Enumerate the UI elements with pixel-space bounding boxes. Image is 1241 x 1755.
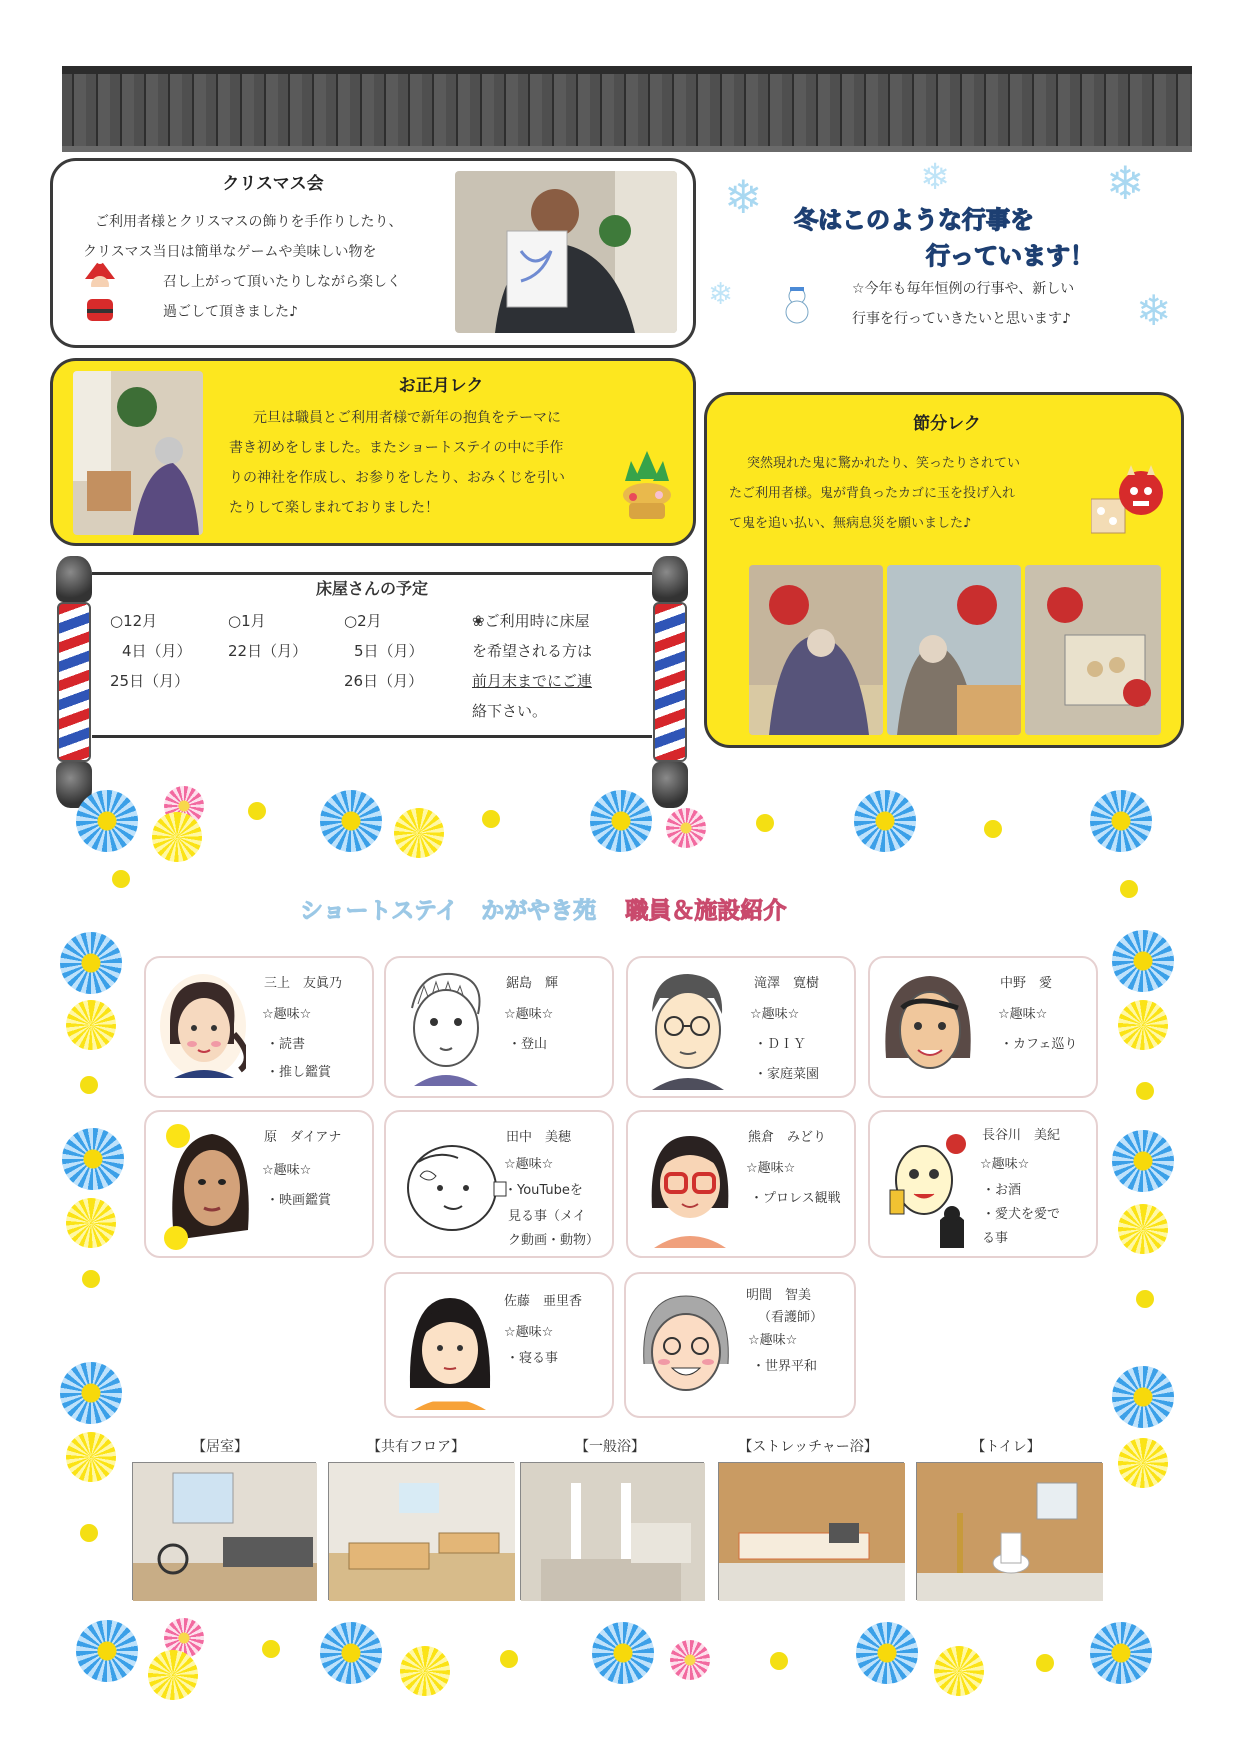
barber-col1: ○12月: [110, 612, 158, 630]
flower-yellow: [66, 1432, 116, 1482]
staff-name: 熊倉 みどり: [748, 1130, 827, 1145]
snowflake-icon: ❄: [708, 277, 734, 312]
dot: [80, 1076, 98, 1094]
barber-col1: 25日（月）: [110, 672, 190, 690]
barber-col3: 26日（月）: [344, 672, 424, 690]
room-photo-stretcher-bath: [718, 1462, 904, 1600]
staff-portrait: [158, 1120, 258, 1252]
christmas-photo: [455, 171, 677, 333]
setsubun-line: たご利用者様。鬼が背負ったカゴに玉を投げ入れ: [729, 486, 1016, 501]
flower-pink: [666, 808, 706, 848]
flower-yellow: [66, 1198, 116, 1248]
room-label: 【ストレッチャー浴】: [738, 1439, 878, 1455]
staff-name: 田中 美穂: [506, 1130, 572, 1145]
flower-yellow: [152, 812, 202, 862]
flower-yellow: [1118, 1000, 1168, 1050]
dot: [112, 870, 130, 888]
flower-yellow: [148, 1650, 198, 1700]
staff-line: ☆趣味☆: [504, 1157, 554, 1172]
dot: [1136, 1290, 1154, 1308]
staff-line: ・ＤＩＹ: [754, 1037, 807, 1052]
staff-line: ・世界平和: [752, 1359, 818, 1374]
staff-line: ・映画鑑賞: [266, 1193, 332, 1208]
staff-line: ・プロレス観戦: [750, 1191, 841, 1206]
staff-line: ク動画・動物）: [508, 1233, 600, 1248]
snowflake-icon: ❄: [724, 170, 763, 224]
staff-card: [384, 956, 614, 1098]
staff-line: ☆趣味☆: [748, 1333, 798, 1348]
barber-note: 絡下さい。: [472, 702, 548, 720]
flower-blue: [590, 790, 652, 852]
staff-card: [626, 1110, 856, 1258]
oni-icon: [1091, 465, 1171, 537]
flower-blue: [76, 1620, 138, 1682]
staff-line: ・愛犬を愛で: [982, 1207, 1061, 1222]
dot: [80, 1524, 98, 1542]
flower-yellow: [400, 1646, 450, 1696]
flower-blue: [76, 790, 138, 852]
setsubun-line: 突然現れた鬼に驚かれたり、笑ったりされてい: [747, 456, 1021, 471]
room-photo-bedroom: [132, 1462, 316, 1600]
staff-portrait: [880, 1130, 990, 1248]
staff-portrait: [636, 1288, 736, 1408]
dot: [500, 1650, 518, 1668]
barber-pole-left: [56, 556, 92, 808]
staff-line: ☆趣味☆: [750, 1007, 800, 1022]
staff-line: ・読書: [266, 1037, 306, 1052]
barber-pole-right: [652, 556, 688, 808]
flower-blue: [1090, 790, 1152, 852]
staff-line: ☆趣味☆: [262, 1007, 312, 1022]
staff-card: [144, 1110, 374, 1258]
flower-pink: [670, 1640, 710, 1680]
staff-line: ・家庭菜園: [754, 1067, 820, 1082]
staff-portrait: [880, 968, 976, 1090]
room-label: 【トイレ】: [971, 1439, 1041, 1455]
staff-portrait: [398, 1132, 508, 1242]
dot: [984, 820, 1002, 838]
barber-card: [52, 556, 692, 752]
dot: [756, 814, 774, 832]
staff-card: [624, 1272, 856, 1418]
newyear-line: 元旦は職員とご利用者様で新年の抱負をテーマに: [253, 410, 561, 426]
setsubun-photo-3: [1025, 565, 1161, 735]
staff-portrait: [404, 1288, 494, 1410]
staff-line: ☆趣味☆: [262, 1163, 312, 1178]
room-label: 【共有フロア】: [367, 1439, 465, 1455]
setsubun-card: [704, 392, 1184, 748]
staff-line: ☆趣味☆: [980, 1157, 1030, 1172]
flower-blue: [320, 790, 382, 852]
flower-blue: [320, 1622, 382, 1684]
winter-line: 行事を行っていきたいと思います♪: [852, 311, 1071, 327]
setsubun-line: て鬼を追い払い、無病息災を願いました♪: [729, 516, 972, 531]
staff-line: ・寝る事: [506, 1351, 559, 1366]
snowman-icon: [780, 284, 814, 324]
staff-line: ・登山: [508, 1037, 548, 1052]
dot: [1036, 1654, 1054, 1672]
dot: [1120, 880, 1138, 898]
barber-col3: ○2月: [344, 612, 382, 630]
flower-blue: [854, 790, 916, 852]
winter-banner: [706, 156, 1182, 346]
room-label: 【居室】: [192, 1439, 248, 1455]
staff-line: ・カフェ巡り: [1000, 1037, 1078, 1052]
staff-section-title: [300, 892, 940, 932]
staff-line: ☆趣味☆: [504, 1325, 554, 1340]
flower-blue: [60, 1362, 122, 1424]
barber-note: を希望される方は: [472, 642, 593, 660]
staff-title-facility: ショートステイ かがやき苑: [300, 898, 597, 924]
barber-note: ❀ご利用時に床屋: [472, 612, 590, 630]
staff-portrait: [400, 968, 490, 1086]
flower-blue: [1090, 1622, 1152, 1684]
flower-blue: [1112, 930, 1174, 992]
staff-card: [144, 956, 374, 1098]
staff-line: ・お酒: [982, 1183, 1022, 1198]
flower-yellow: [394, 808, 444, 858]
staff-name: 鋸島 輝: [506, 976, 559, 991]
barber-note: 前月末までにご連: [472, 672, 593, 690]
flower-blue: [1112, 1130, 1174, 1192]
staff-name: 滝澤 寛樹: [754, 976, 820, 991]
dot: [770, 1652, 788, 1670]
staff-name: 原 ダイアナ: [264, 1130, 342, 1145]
snowflake-icon: ❄: [920, 157, 951, 198]
dot: [262, 1640, 280, 1658]
staff-card: [384, 1110, 614, 1258]
snowflake-icon: ❄: [1106, 156, 1145, 210]
flower-yellow: [1118, 1204, 1168, 1254]
staff-line: ☆趣味☆: [746, 1161, 796, 1176]
newyear-photo: [73, 371, 203, 535]
newyear-line: 書き初めをしました。またショートステイの中に手作: [229, 440, 564, 456]
staff-line: ・YouTubeを: [504, 1183, 583, 1198]
staff-portrait: [642, 1128, 738, 1248]
barber-col2: 22日（月）: [228, 642, 308, 660]
staff-card: [868, 956, 1098, 1098]
staff-card: [868, 1110, 1098, 1258]
room-photo-toilet: [916, 1462, 1102, 1600]
staff-name: 三上 友眞乃: [264, 976, 343, 991]
christmas-line: ご利用者様とクリスマスの飾りを手作りしたり、: [95, 214, 403, 230]
dot: [1136, 1082, 1154, 1100]
staff-card: [384, 1272, 614, 1418]
christmas-line: 召し上がって頂いたりしながら楽しく: [163, 274, 401, 290]
staff-name: 中野 愛: [1000, 976, 1053, 991]
flower-blue: [856, 1622, 918, 1684]
newyear-card: [50, 358, 696, 546]
snowflake-icon: ❄: [1136, 286, 1172, 335]
roof-banner: [62, 66, 1192, 152]
winter-headline-1: 冬はこのような行事を: [794, 206, 1034, 234]
barber-col3: 5日（月）: [354, 642, 424, 660]
staff-line: る事: [982, 1231, 1009, 1246]
newyear-line: りの神社を作成し、お参りをしたり、おみくじを引い: [229, 470, 565, 486]
staff-line: ☆趣味☆: [504, 1007, 554, 1022]
setsubun-photo-2: [887, 565, 1021, 735]
flower-yellow: [66, 1000, 116, 1050]
staff-name: 明間 智美: [746, 1288, 812, 1303]
christmas-title: クリスマス会: [222, 174, 324, 194]
barber-col2: ○1月: [228, 612, 266, 630]
room-label: 【一般浴】: [575, 1439, 645, 1455]
setsubun-title: 節分レク: [913, 414, 981, 434]
christmas-line: クリスマス当日は簡単なゲームや美味しい物を: [83, 244, 377, 260]
setsubun-photo-1: [749, 565, 883, 735]
winter-line: ☆今年も毎年恒例の行事や、新しい: [852, 281, 1075, 297]
staff-name: 佐藤 亜里香: [504, 1294, 583, 1309]
staff-line: ☆趣味☆: [998, 1007, 1048, 1022]
staff-card: [626, 956, 856, 1098]
staff-role: （看護師）: [758, 1310, 824, 1325]
winter-headline-2: 行っています！: [926, 242, 1094, 270]
barber-col1: 4日（月）: [122, 642, 192, 660]
kadomatsu-icon: [619, 451, 675, 523]
room-photo-common-floor: [328, 1462, 514, 1600]
barber-title: 床屋さんの予定: [315, 579, 428, 598]
flower-blue: [1112, 1366, 1174, 1428]
dot: [82, 1270, 100, 1288]
flower-blue: [62, 1128, 124, 1190]
staff-line: ・推し鑑賞: [266, 1065, 332, 1080]
staff-portrait: [160, 974, 246, 1078]
dot: [482, 810, 500, 828]
dot: [248, 802, 266, 820]
flower-blue: [592, 1622, 654, 1684]
flower-yellow: [1118, 1438, 1168, 1488]
newyear-title: お正月レク: [398, 376, 484, 396]
flower-blue: [60, 932, 122, 994]
flower-yellow: [934, 1646, 984, 1696]
christmas-card: [50, 158, 696, 348]
christmas-line: 過ごして頂きました♪: [163, 304, 298, 320]
staff-title-intro: 職員＆施設紹介: [625, 898, 787, 924]
newyear-line: たりして楽しまれておりました！: [229, 500, 439, 516]
room-photo-general-bath: [520, 1462, 704, 1600]
staff-name: 長谷川 美紀: [982, 1128, 1061, 1143]
staff-portrait: [638, 968, 734, 1090]
staff-line: 見る事（メイ: [508, 1209, 586, 1224]
